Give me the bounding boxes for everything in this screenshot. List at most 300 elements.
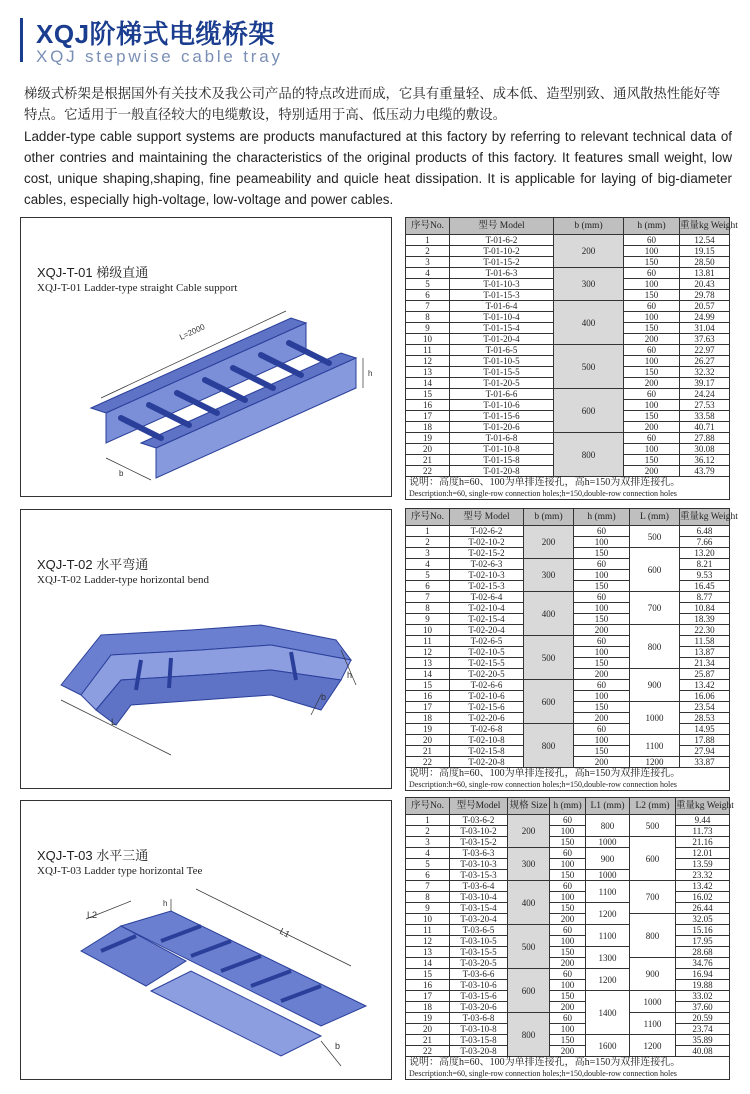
cell: 100 [574, 691, 630, 702]
cell: 19 [406, 1013, 450, 1024]
cell: 15 [406, 680, 450, 691]
cell: 15 [406, 969, 450, 980]
cell: T-03-10-6 [450, 980, 508, 991]
cell: 16 [406, 980, 450, 991]
cell: 2 [406, 246, 450, 257]
cell: 9 [406, 323, 450, 334]
cell: 600 [508, 969, 550, 1013]
table-row [406, 592, 730, 603]
product-panel-t03 [20, 800, 392, 1080]
table-row [406, 1046, 730, 1057]
cell: 19 [406, 433, 450, 444]
intro-text [24, 84, 732, 210]
cell: 26.44 [676, 903, 730, 914]
cell: 800 [508, 1013, 550, 1057]
table-row [406, 1002, 730, 1013]
horizontal-bend-drawing [21, 510, 391, 788]
cell: 5 [406, 279, 450, 290]
cell: 100 [550, 980, 586, 991]
cell: 60 [574, 724, 630, 735]
cell: 8 [406, 603, 450, 614]
panel-subtitle: XQJ-T-02 Ladder-type horizontal bend [37, 574, 209, 586]
cell: 33.87 [680, 757, 730, 768]
cell: 150 [624, 290, 680, 301]
note-en: Description:h=60, single-row connection holes;h=150,double-row connection holes [409, 1069, 677, 1078]
cell: 37.63 [680, 334, 730, 345]
cell: T-03-10-3 [450, 859, 508, 870]
straight-tray-drawing [21, 218, 391, 496]
table-row [406, 1024, 730, 1035]
note-cn: 说明：高度h=60、100为单排连接孔，高h=150为双排连接孔。 [409, 768, 681, 779]
cell: 800 [554, 433, 624, 477]
cell: 6 [406, 581, 450, 592]
cell: T-02-20-6 [450, 713, 524, 724]
col-header-b: b (mm) [524, 509, 574, 526]
cell: T-03-20-4 [450, 914, 508, 925]
cell: T-01-6-8 [450, 433, 554, 444]
cell: 500 [554, 345, 624, 389]
cell: 1100 [586, 925, 630, 947]
cell: 100 [574, 603, 630, 614]
cell: 900 [586, 848, 630, 870]
cell: 9.44 [676, 815, 730, 826]
cell: 1400 [586, 991, 630, 1035]
cell: 1200 [630, 1035, 676, 1057]
cell: T-02-6-4 [450, 592, 524, 603]
cell: 17 [406, 991, 450, 1002]
cell: 11.58 [680, 636, 730, 647]
cell: 60 [574, 680, 630, 691]
cell: 16 [406, 400, 450, 411]
dim-label-h: h [347, 670, 353, 680]
cell: 26.27 [680, 356, 730, 367]
cell: 150 [550, 991, 586, 1002]
cell: 6 [406, 290, 450, 301]
cell: 60 [624, 301, 680, 312]
cell: 19.88 [676, 980, 730, 991]
cell: 300 [524, 559, 574, 592]
product-panel-t01 [20, 217, 392, 497]
cell: 8.77 [680, 592, 730, 603]
cell: 3 [406, 548, 450, 559]
cell: 35.89 [676, 1035, 730, 1046]
col-header-h: h (mm) [550, 798, 586, 815]
table-row [406, 848, 730, 859]
page-subtitle: XQJ stepwise cable tray [36, 47, 283, 66]
cell: 13.87 [680, 647, 730, 658]
cell: 4 [406, 268, 450, 279]
panel-title: XQJ-T-01 梯级直通 [37, 265, 149, 280]
cell: 13.42 [680, 680, 730, 691]
table-row [406, 1013, 730, 1024]
cell: 800 [630, 625, 680, 669]
cell: 25.87 [680, 669, 730, 680]
table-row [406, 433, 730, 444]
cell: 22 [406, 757, 450, 768]
cell: T-03-6-5 [450, 925, 508, 936]
cell: 21.16 [676, 837, 730, 848]
table-row [406, 389, 730, 400]
cell: 60 [624, 268, 680, 279]
col-header-model: 型号 Model [450, 509, 524, 526]
cell: 60 [624, 345, 680, 356]
cell: 12.54 [680, 235, 730, 246]
cell: 40.08 [676, 1046, 730, 1057]
dim-label-h: h [163, 899, 168, 908]
col-header-model: 型号Model [450, 798, 508, 815]
table-row [406, 969, 730, 980]
cell: 13 [406, 367, 450, 378]
cell: 13.42 [676, 881, 730, 892]
cell: T-02-10-6 [450, 691, 524, 702]
cell: 28.53 [680, 713, 730, 724]
cell: 16.45 [680, 581, 730, 592]
cell: T-03-6-2 [450, 815, 508, 826]
table-row [406, 837, 730, 848]
cell: 11 [406, 636, 450, 647]
cell: T-03-15-3 [450, 870, 508, 881]
horizontal-tee-drawing [21, 801, 391, 1079]
cell: 60 [550, 1013, 586, 1024]
dim-label-l: L [111, 717, 117, 727]
cell: 60 [624, 235, 680, 246]
cell: 1200 [586, 903, 630, 925]
cell: T-03-20-8 [450, 1046, 508, 1057]
table-row [406, 903, 730, 914]
panel-subtitle: XQJ-T-01 Ladder-type straight Cable support [37, 282, 238, 294]
cell: 28.50 [680, 257, 730, 268]
cell: T-03-10-8 [450, 1024, 508, 1035]
cell: 100 [574, 735, 630, 746]
cell: 700 [630, 592, 680, 625]
cell: 4 [406, 848, 450, 859]
spec-table-t01 [405, 217, 738, 500]
cell: 21 [406, 1035, 450, 1046]
cell: 150 [624, 257, 680, 268]
col-header-no: 序号No. [406, 509, 450, 526]
cell: 8 [406, 312, 450, 323]
cell: 150 [574, 746, 630, 757]
cell: 7.66 [680, 537, 730, 548]
cell: 60 [550, 815, 586, 826]
cell: 32.32 [680, 367, 730, 378]
cell: 20 [406, 444, 450, 455]
note-en: Description:h=60, single-row connection holes;h=150,double-row connection holes [409, 489, 677, 498]
cell: 100 [550, 892, 586, 903]
cell: 13 [406, 658, 450, 669]
cell: T-01-6-2 [450, 235, 554, 246]
cell: T-02-15-8 [450, 746, 524, 757]
col-header-no: 序号No. [406, 218, 450, 235]
cell: T-02-15-6 [450, 702, 524, 713]
table-row [406, 958, 730, 969]
table-row [406, 636, 730, 647]
cell: 1600 [586, 1035, 630, 1057]
cell: 200 [524, 526, 574, 559]
cell: 300 [554, 268, 624, 301]
cell: T-02-10-5 [450, 647, 524, 658]
cell: T-02-20-5 [450, 669, 524, 680]
cell: 16 [406, 691, 450, 702]
cell: 400 [524, 592, 574, 636]
cell: 40.71 [680, 422, 730, 433]
cell: 12.01 [676, 848, 730, 859]
cell: 100 [574, 537, 630, 548]
cell: 30.08 [680, 444, 730, 455]
col-header-weight: 重量kg Weight [680, 218, 730, 235]
cell: 200 [550, 1046, 586, 1057]
cell: 13.20 [680, 548, 730, 559]
cell: 150 [624, 367, 680, 378]
cell: 800 [586, 815, 630, 837]
cell: 17 [406, 702, 450, 713]
dim-label-l: L=2000 [178, 322, 207, 342]
cell: 14 [406, 958, 450, 969]
cell: T-02-15-4 [450, 614, 524, 625]
panel-title: XQJ-T-03 水平三通 [37, 848, 149, 863]
intro-en: Ladder-type cable support systems are products manufactured at this factory by referring to relevant technical data of other contries and maintaining the characteristics of the original products of this factory. It features small weight, low cost, unique shaping,shaping, fine peameability and quicle heat dissipation. It is applicable for laying of big-diameter cables, especially high-voltage, low-voltage and power cables. [24, 129, 732, 207]
cell: 400 [508, 881, 550, 925]
col-header-no: 序号No. [406, 798, 450, 815]
spec-table-t03 [405, 797, 734, 1080]
cell: T-02-20-4 [450, 625, 524, 636]
cell: 100 [550, 859, 586, 870]
cell: T-02-20-8 [450, 757, 524, 768]
col-header-weight: 重量kg Weight [680, 509, 730, 526]
cell: 1 [406, 526, 450, 537]
cell: 9.53 [680, 570, 730, 581]
cell: T-02-10-4 [450, 603, 524, 614]
cell: 22.97 [680, 345, 730, 356]
dim-label-l2: L2 [87, 910, 98, 920]
cell: 22 [406, 466, 450, 477]
cell: 7 [406, 301, 450, 312]
cell: 60 [550, 969, 586, 980]
cell: 33.58 [680, 411, 730, 422]
cell: 27.94 [680, 746, 730, 757]
cell: 100 [624, 444, 680, 455]
cell: T-02-10-2 [450, 537, 524, 548]
cell: 19 [406, 724, 450, 735]
panel-subtitle: XQJ-T-03 Ladder type horizontal Tee [37, 865, 203, 877]
table-row [406, 925, 730, 936]
cell: 200 [574, 713, 630, 724]
cell: 21.34 [680, 658, 730, 669]
cell: T-01-10-2 [450, 246, 554, 257]
cell: T-02-10-3 [450, 570, 524, 581]
cell: T-01-6-4 [450, 301, 554, 312]
cell: 8.21 [680, 559, 730, 570]
cell: 2 [406, 537, 450, 548]
cell: 31.04 [680, 323, 730, 334]
cell: 150 [550, 1035, 586, 1046]
cell: 100 [624, 312, 680, 323]
col-header-h: h (mm) [574, 509, 630, 526]
cell: 300 [508, 848, 550, 881]
cell: T-01-10-5 [450, 356, 554, 367]
cell: 150 [574, 581, 630, 592]
cell: 18 [406, 1002, 450, 1013]
cell: 20.43 [680, 279, 730, 290]
cell: 11.73 [676, 826, 730, 837]
cell: 10 [406, 625, 450, 636]
dim-label-l1: L1 [278, 925, 292, 940]
table-row [406, 559, 730, 570]
cell: T-01-10-6 [450, 400, 554, 411]
cell: 32.05 [676, 914, 730, 925]
cell: T-03-6-8 [450, 1013, 508, 1024]
cell: 24.99 [680, 312, 730, 323]
table-row [406, 936, 730, 947]
cell: 3 [406, 837, 450, 848]
cell: T-01-10-3 [450, 279, 554, 290]
cell: 200 [550, 914, 586, 925]
table-row [406, 947, 730, 958]
table-row [406, 268, 730, 279]
cell: 1 [406, 235, 450, 246]
panel-title: XQJ-T-02 水平弯通 [37, 557, 149, 572]
cell: 5 [406, 570, 450, 581]
cell: T-03-15-4 [450, 903, 508, 914]
cell: 34.76 [676, 958, 730, 969]
cell: 20 [406, 735, 450, 746]
product-panel-t02 [20, 509, 392, 789]
cell: 200 [550, 1002, 586, 1013]
cell: 27.53 [680, 400, 730, 411]
cell: 100 [624, 279, 680, 290]
cell: 500 [508, 925, 550, 969]
cell: 23.32 [676, 870, 730, 881]
cell: 150 [550, 903, 586, 914]
cell: T-03-15-8 [450, 1035, 508, 1046]
cell: 10 [406, 914, 450, 925]
cell: 1000 [586, 837, 630, 848]
cell: 500 [630, 815, 676, 837]
cell: 200 [508, 815, 550, 848]
cell: 200 [624, 466, 680, 477]
cell: T-01-20-4 [450, 334, 554, 345]
cell: T-02-6-6 [450, 680, 524, 691]
cell: T-03-6-4 [450, 881, 508, 892]
cell: 3 [406, 257, 450, 268]
table-note [406, 477, 730, 500]
cell: 17.88 [680, 735, 730, 746]
cell: 12 [406, 647, 450, 658]
cell: 17 [406, 411, 450, 422]
cell: 12 [406, 936, 450, 947]
cell: 200 [574, 625, 630, 636]
cell: T-02-15-3 [450, 581, 524, 592]
cell: 39.17 [680, 378, 730, 389]
cell: 14 [406, 669, 450, 680]
cell: 36.12 [680, 455, 730, 466]
table-row [406, 826, 730, 837]
cell: T-01-20-8 [450, 466, 554, 477]
col-header-model: 型号 Model [450, 218, 554, 235]
cell: 23.54 [680, 702, 730, 713]
cell: 150 [574, 658, 630, 669]
cell: 21 [406, 455, 450, 466]
cell: 6 [406, 870, 450, 881]
cell: T-01-15-4 [450, 323, 554, 334]
cell: T-01-6-5 [450, 345, 554, 356]
cell: 1100 [586, 881, 630, 903]
table-row [406, 980, 730, 991]
cell: 18.39 [680, 614, 730, 625]
table-row [406, 235, 730, 246]
cell: 100 [574, 570, 630, 581]
cell: 60 [550, 881, 586, 892]
cell: T-03-6-6 [450, 969, 508, 980]
cell: T-03-15-5 [450, 947, 508, 958]
cell: 200 [624, 334, 680, 345]
cell: T-01-15-6 [450, 411, 554, 422]
cell: 60 [550, 925, 586, 936]
cell: 200 [624, 422, 680, 433]
cell: 150 [550, 947, 586, 958]
table-row [406, 301, 730, 312]
table-row [406, 881, 730, 892]
table-row [406, 859, 730, 870]
col-header-l1: L1 (mm) [586, 798, 630, 815]
cell: 500 [630, 526, 680, 548]
cell: 100 [550, 936, 586, 947]
col-header-b: b (mm) [554, 218, 624, 235]
cell: 100 [550, 826, 586, 837]
cell: T-03-10-2 [450, 826, 508, 837]
cell: 11 [406, 345, 450, 356]
cell: 150 [550, 870, 586, 881]
cell: 13 [406, 947, 450, 958]
col-header-weight: 重量kg Weight [676, 798, 730, 815]
cell: 29.78 [680, 290, 730, 301]
cell: 60 [574, 636, 630, 647]
cell: T-02-6-2 [450, 526, 524, 537]
cell: 27.88 [680, 433, 730, 444]
table-row [406, 1035, 730, 1046]
cell: 43.79 [680, 466, 730, 477]
cell: T-03-6-3 [450, 848, 508, 859]
cell: 700 [630, 881, 676, 914]
cell: T-02-15-2 [450, 548, 524, 559]
cell: T-02-6-3 [450, 559, 524, 570]
cell: T-02-15-5 [450, 658, 524, 669]
cell: 20 [406, 1024, 450, 1035]
cell: T-01-15-2 [450, 257, 554, 268]
cell: 5 [406, 859, 450, 870]
col-header-size: 规格 Size [508, 798, 550, 815]
cell: 19.15 [680, 246, 730, 257]
table-note [406, 768, 730, 791]
table-note [406, 1057, 730, 1080]
cell: 2 [406, 826, 450, 837]
col-header-h: h (mm) [624, 218, 680, 235]
cell: 100 [624, 246, 680, 257]
note-cn: 说明：高度h=60、100为单排连接孔，高h=150为双排连接孔。 [409, 477, 681, 488]
cell: 60 [550, 848, 586, 859]
cell: 20.57 [680, 301, 730, 312]
cell: 22.30 [680, 625, 730, 636]
cell: 12 [406, 356, 450, 367]
note-cn: 说明：高度h=60、100为单排连接孔，高h=150为双排连接孔。 [409, 1057, 681, 1068]
cell: 150 [624, 411, 680, 422]
cell: 1000 [630, 702, 680, 735]
cell: T-03-15-6 [450, 991, 508, 1002]
table-row [406, 892, 730, 903]
cell: T-01-10-8 [450, 444, 554, 455]
cell: T-03-20-5 [450, 958, 508, 969]
table-row [406, 914, 730, 925]
